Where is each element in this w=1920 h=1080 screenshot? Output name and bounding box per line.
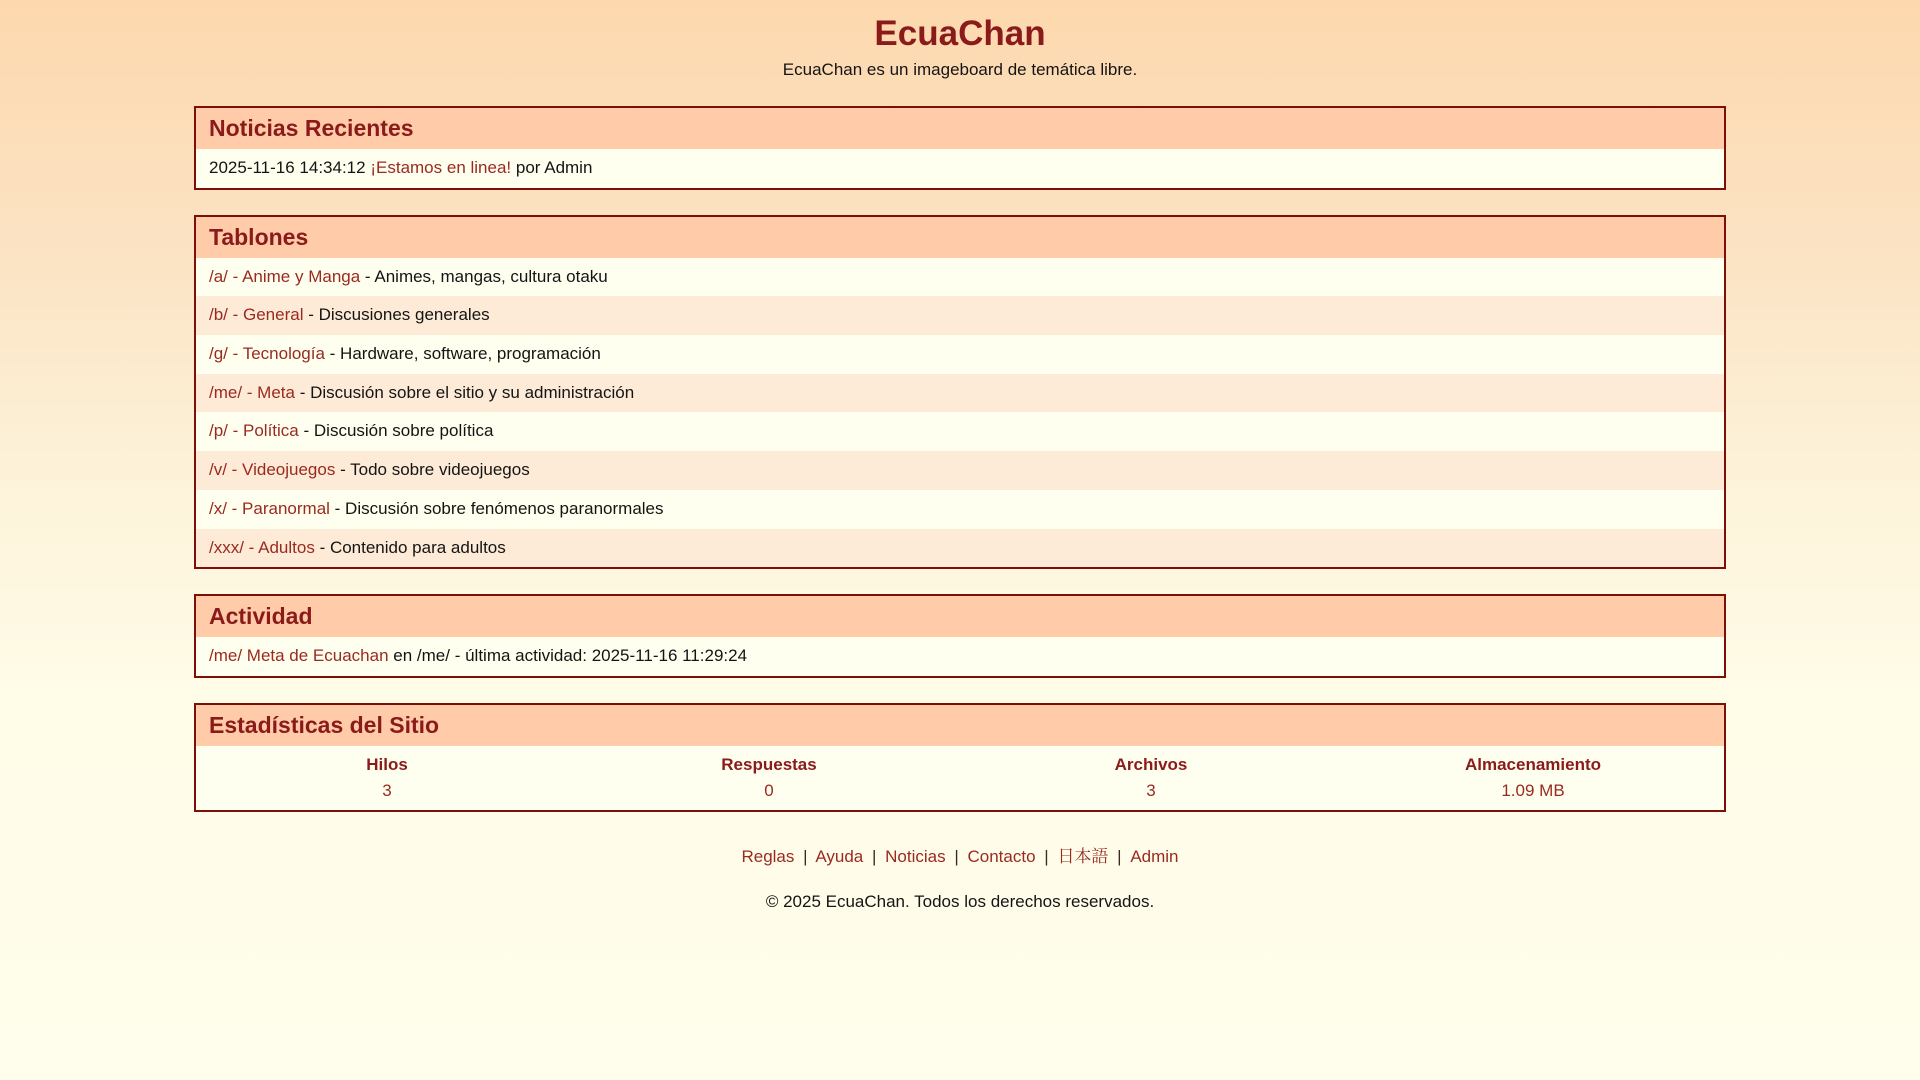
news-link[interactable]: ¡Estamos en linea! bbox=[370, 158, 512, 177]
board-row-x bbox=[196, 490, 1724, 529]
board-description-me: - Discusión sobre el sitio y su administración bbox=[299, 382, 635, 402]
board-link-v[interactable]: /v/ - Videojuegos bbox=[209, 460, 336, 480]
board-description-a: - Animes, mangas, cultura otaku bbox=[364, 266, 608, 286]
board-link-xxx[interactable]: /xxx/ - Adultos bbox=[209, 537, 315, 557]
footer-link-noticias[interactable]: Noticias bbox=[885, 846, 946, 866]
board-link-a[interactable]: /a/ - Anime y Manga bbox=[209, 266, 361, 286]
board-row-me bbox=[196, 374, 1724, 413]
page-header bbox=[0, 0, 1920, 80]
board-description-g: - Hardware, software, programación bbox=[329, 344, 601, 364]
news-timestamp: 2025-11-16 14:34:12 bbox=[209, 158, 366, 177]
stat-value-almacenamiento: 1.09 MB bbox=[1501, 780, 1565, 800]
board-description-x: - Discusión sobre fenómenos paranormales bbox=[334, 498, 664, 518]
board-row-v bbox=[196, 451, 1724, 490]
activity-section bbox=[194, 594, 1726, 678]
footer-nav bbox=[0, 842, 1920, 867]
activity-thread-link[interactable]: /me/ Meta de Ecuachan bbox=[209, 646, 389, 666]
footer-separator: | bbox=[1117, 846, 1122, 866]
stats-heading: Estadísticas del Sitio bbox=[196, 705, 1724, 746]
footer-separator: | bbox=[1044, 846, 1049, 866]
board-link-g[interactable]: /g/ - Tecnología bbox=[209, 344, 325, 364]
footer-link-japanese[interactable]: 日本語 bbox=[1057, 846, 1109, 866]
boards-section bbox=[194, 215, 1726, 570]
board-description-xxx: - Contenido para adultos bbox=[319, 537, 506, 557]
stat-value-archivos: 3 bbox=[1146, 780, 1156, 800]
stat-label-respuestas: Respuestas bbox=[721, 754, 817, 774]
stats-value-row bbox=[196, 777, 1724, 801]
footer-separator: | bbox=[803, 846, 808, 866]
site-subtitle: EcuaChan es un imageboard de temática libre. bbox=[782, 60, 1138, 79]
activity-heading: Actividad bbox=[196, 596, 1724, 637]
news-section bbox=[194, 106, 1726, 190]
page-footer bbox=[0, 842, 1920, 912]
stat-value-hilos: 3 bbox=[382, 780, 392, 800]
board-row-xxx bbox=[196, 529, 1724, 568]
copyright: © 2025 EcuaChan. Todos los derechos reservados. bbox=[765, 891, 1155, 911]
board-description-b: - Discusiones generales bbox=[308, 305, 490, 325]
stat-label-hilos: Hilos bbox=[366, 754, 408, 774]
stats-label-row bbox=[196, 751, 1724, 777]
footer-link-reglas[interactable]: Reglas bbox=[741, 846, 795, 866]
news-heading: Noticias Recientes bbox=[196, 108, 1724, 149]
board-row-a bbox=[196, 258, 1724, 297]
board-row-b bbox=[196, 296, 1724, 335]
stat-value-respuestas: 0 bbox=[764, 780, 774, 800]
news-item bbox=[196, 149, 1724, 188]
footer-separator: | bbox=[954, 846, 959, 866]
news-author: por Admin bbox=[515, 158, 593, 177]
boards-heading: Tablones bbox=[196, 217, 1724, 258]
activity-detail: en /me/ - última actividad: 2025-11-16 11:29:24 bbox=[393, 646, 748, 666]
main-content bbox=[194, 106, 1726, 812]
board-link-p[interactable]: /p/ - Política bbox=[209, 421, 299, 441]
stats-table bbox=[196, 746, 1724, 810]
board-link-x[interactable]: /x/ - Paranormal bbox=[209, 498, 330, 518]
activity-item bbox=[196, 637, 1724, 676]
footer-separator: | bbox=[871, 846, 877, 866]
footer-link-admin[interactable]: Admin bbox=[1130, 846, 1179, 866]
board-description-p: - Discusión sobre política bbox=[303, 421, 494, 441]
board-link-b[interactable]: /b/ - General bbox=[209, 305, 304, 325]
board-row-p bbox=[196, 412, 1724, 451]
footer-link-contacto[interactable]: Contacto bbox=[967, 846, 1036, 866]
board-row-g bbox=[196, 335, 1724, 374]
stat-label-archivos: Archivos bbox=[1114, 754, 1188, 774]
stat-label-almacenamiento: Almacenamiento bbox=[1464, 754, 1602, 774]
board-description-v: - Todo sobre videojuegos bbox=[340, 460, 530, 480]
footer-link-ayuda[interactable]: Ayuda bbox=[815, 846, 864, 866]
stats-section bbox=[194, 703, 1726, 812]
site-title: EcuaChan bbox=[874, 14, 1046, 53]
board-link-me[interactable]: /me/ - Meta bbox=[209, 382, 295, 402]
